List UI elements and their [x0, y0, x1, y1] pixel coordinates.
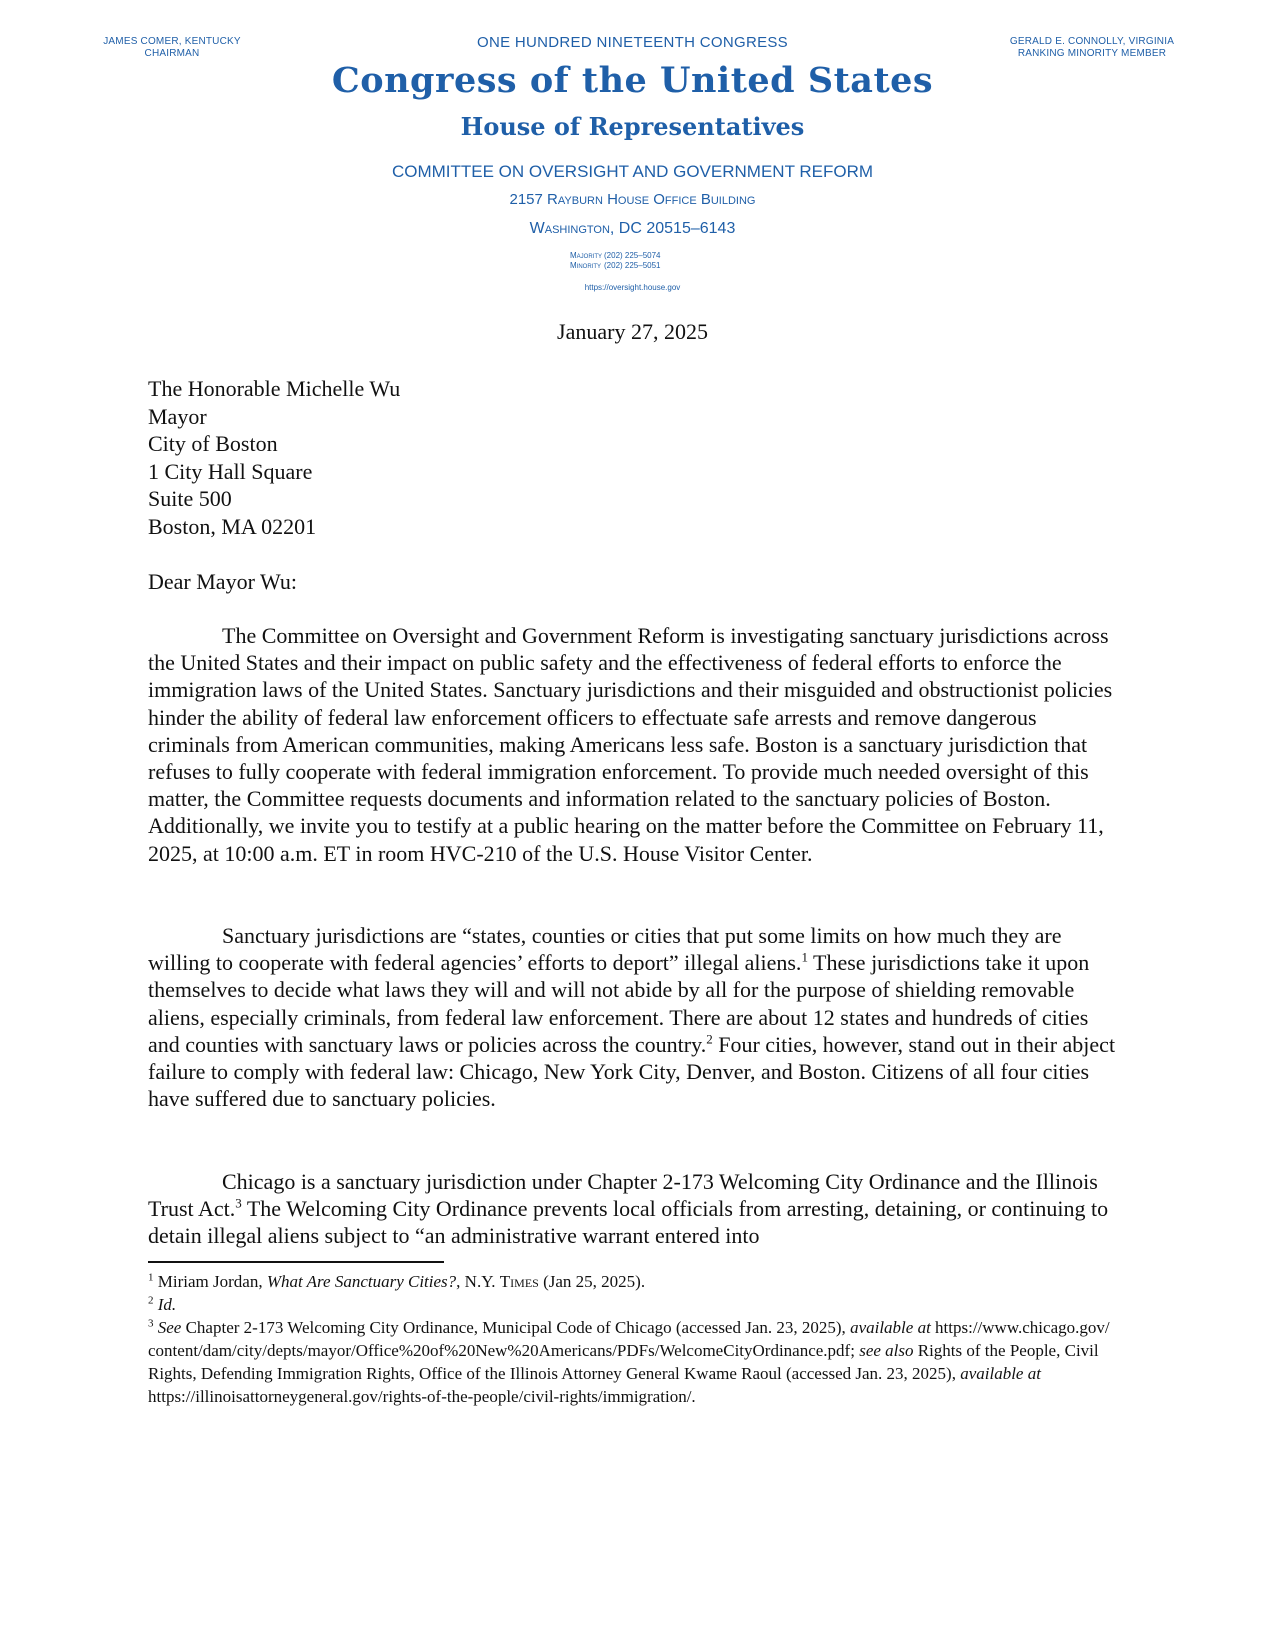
paragraph-text: The Committee on Oversight and Government Reform is investigating sanctuary jurisdictions across the United States and their impact on public safety and the effectiveness of federal efforts to enforce the immigration laws of the United States. Sanctuary jurisdictions and their misguided and obstructionist policies hinder the ability of federal law enforcement officers to effectuate safe arrests and remove dangerous criminals from American communities, making Americans less safe. Boston is a sanctuary jurisdiction that refuses to fully cooperate with federal immigration enforcement. To provide much needed oversight of this matter, the Committee requests documents and information related to the sanctuary policies of Boston. Additionally, we invite you to testify at a public hearing on the matter before the Committee on February 11, 2025, at 10:00 a.m. ET in room HVC-210 of the U.S. House Visitor Center. [148, 623, 1113, 866]
salutation: Dear Mayor Wu: [148, 569, 297, 594]
body-paragraph-3 [148, 1168, 1118, 1250]
footnote-text: Miriam Jordan, [153, 1272, 267, 1291]
chairman-name: JAMES COMER, KENTUCKY [103, 36, 241, 47]
footnote-signal: available at [960, 1364, 1041, 1383]
paragraph-text: These jurisdictions take it upon themselves to decide what laws they will and will not abide by all for the purpose of shielding removable aliens, especially criminals, from federal law enforcement. There are about 12 states and hundreds of cities and counties with sanctuary laws or policies across the country. [148, 950, 1090, 1057]
footnote-signal: see also [859, 1341, 914, 1360]
ranking-member-title: RANKING MINORITY MEMBER [1017, 48, 1167, 59]
footnote-1 [148, 1270, 1113, 1293]
recipient-address [148, 375, 1118, 540]
footnote-link[interactable]: https://illinoisattorneygeneral.gov/rights-of-the-people/civil-rights/immigration/. [148, 1387, 696, 1406]
committee-city: Washington, DC 20515–6143 [529, 220, 736, 237]
letterhead-subtitle: House of Representatives [460, 112, 805, 141]
paragraph-text: Four cities, however, stand out in their abject failure to comply with federal law: Chicago, New York City, Denver, and Boston. Citizens of all four cities have suffered due to sanctuary policies. [148, 1031, 1116, 1112]
footnote-text: Chapter 2-173 Welcoming City Ordinance, Municipal Code of Chicago (accessed Jan. 23, 2025), [181, 1318, 851, 1337]
recipient-line: Boston, MA 02201 [148, 513, 317, 539]
minority-phone: (202) 225–5051 [604, 261, 661, 270]
paragraph-text: The Welcoming City Ordinance prevents local officials from arresting, detaining, or continuing to detain illegal aliens subject to “an administrative warrant entered into [148, 1196, 1109, 1249]
footnote-signal: See [157, 1318, 182, 1337]
majority-label: Majority [570, 251, 602, 260]
footnotes [148, 1270, 1113, 1408]
recipient-line: Suite 500 [148, 486, 232, 511]
footnote-number: 2 [148, 1294, 154, 1307]
footnote-3 [148, 1316, 1113, 1408]
minority-label: Minority [570, 261, 601, 270]
footnote-text: , N.Y. [456, 1272, 500, 1291]
footnote-number: 1 [148, 1271, 154, 1284]
footnote-link[interactable]: https://www.chicago.gov/content/dam/city/depts/mayor/Office%20of%20New%20Americans/PDFs/WelcomeCityOrdinance.pdf; [148, 1318, 1110, 1360]
footnote-divider [148, 1261, 444, 1263]
footnote-number: 3 [148, 1317, 154, 1330]
body-paragraph-2 [148, 922, 1118, 1112]
phone-numbers [570, 251, 710, 271]
letterhead-title: Congress of the United States [331, 60, 934, 101]
footnote-text: (Jan 25, 2025). [538, 1272, 646, 1291]
committee-address: 2157 Rayburn House Office Building [509, 191, 756, 208]
footnote-ref: 2 [706, 1031, 713, 1047]
footnote-signal: available at [850, 1318, 931, 1337]
paragraph-text: Chicago is a sanctuary jurisdiction under Chapter 2-173 Welcoming City Ordinance and the Illinois Trust Act. [148, 1169, 1098, 1222]
recipient-line: The Honorable Michelle Wu [148, 376, 401, 401]
footnote-ref: 1 [801, 949, 808, 965]
footnote-2 [148, 1293, 1113, 1316]
recipient-line: City of Boston [148, 431, 278, 456]
footnote-text: Rights of the People, Civil Rights, Defending Immigration Rights, Office of the Illinois Attorney General Kwame Raoul (accessed Jan. 23, 2025), [148, 1341, 1099, 1383]
majority-phone: (202) 225–5074 [604, 251, 661, 260]
committee-name: COMMITTEE ON OVERSIGHT AND GOVERNMENT REFORM [391, 162, 874, 181]
recipient-line: Mayor [148, 403, 207, 429]
recipient-line: 1 City Hall Square [148, 458, 313, 484]
letter-date: January 27, 2025 [557, 319, 708, 344]
paragraph-text: Sanctuary jurisdictions are “states, counties or cities that put some limits on how much they are willing to cooperate with federal agencies’ efforts to deport” illegal aliens. [148, 923, 1062, 976]
chairman-title: CHAIRMAN [144, 48, 200, 59]
congress-number: ONE HUNDRED NINETEENTH CONGRESS [477, 34, 788, 51]
minority-phone-line [570, 261, 710, 271]
body-paragraph-1 [148, 622, 1118, 867]
footnote-publication: Times [499, 1272, 539, 1291]
ranking-member-name: GERALD E. CONNOLLY, VIRGINIA [1009, 36, 1175, 47]
footnote-text: Id. [157, 1295, 177, 1314]
footnote-title: What Are Sanctuary Cities? [266, 1272, 457, 1291]
majority-phone-line [570, 251, 710, 261]
footnote-ref: 3 [235, 1195, 242, 1211]
committee-website[interactable]: https://oversight.house.gov [584, 283, 681, 292]
